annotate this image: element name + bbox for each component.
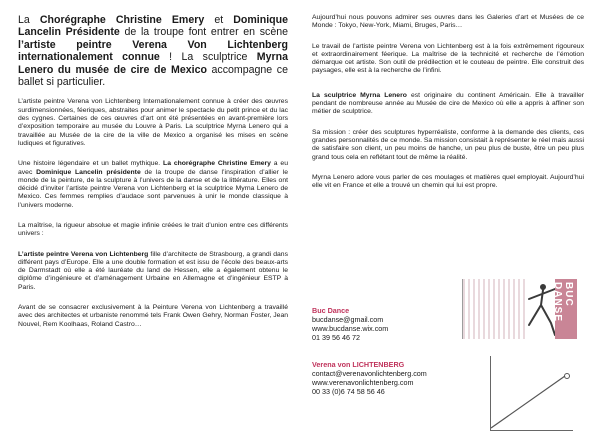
paragraph-artist-work: Le travail de l’artiste peintre Verena von Lichtenberg est à la fois extrêmement rigoureux et extraordinairement féerique. La maîtrise de la technicité et recherche de l’émotion démarque cet artiste. Son outil de prédilection et le couteau de peintre. Elle construit des paysages, elle est à la recherche de l’infini. bbox=[312, 42, 584, 75]
paragraph-artist-summary: L’artiste peintre Verena von Lichtenberg Internationalement connue à créer des œuvres surdimensionnées, féeriques, abstraites pour animer le spectacle du petit prince et du lac des cygnes. Certaines de ces œuvres d’art ont été présentées en avant-première lors d’exposition temporaire au musée du Louvre à Paris. La sculptrice Myrna Lenero qui a travaillée au Musée de la cire de la ville de Mexico a organisé les mises en scène ludiques et figuratives. bbox=[18, 98, 288, 147]
paragraph-mastery: La maîtrise, la rigueur absolue et magie infinie créées le trait d’union entre ces différents univers : bbox=[18, 222, 288, 238]
verena-logo bbox=[490, 356, 573, 431]
paragraph-legend: Une histoire légendaire et un ballet mythique. La chorégraphe Christine Emery a eu avec Dominique Lancelin présidente de la troupe de danse l’inspiration d’allier le monde de la peinture, de la sculpture à l’univers de la danse et de la littérature. Elles ont décidé d’inviter l’artiste peintre Verena von Lichtenberg et la sculptrice Myrna Lenero de Mexico. Ces femmes remplies d’audace sont parvenues à unir le monde classique à l’univers moderne. bbox=[18, 160, 289, 209]
contact-buc-dance bbox=[312, 306, 388, 342]
contact-verena bbox=[312, 360, 427, 396]
contact-title: Buc Dance bbox=[312, 306, 350, 315]
paragraph-sculptor: La sculptrice Myrna Lenero est originaire du continent Américain. Elle à travailler pendant de nombreuse année au Musée de cire de Mexico où elle a appris à affiner son métier de sculptrice. bbox=[312, 91, 585, 116]
buc-danse-logo bbox=[462, 279, 577, 339]
contact-phone: 00 33 (0)6 74 58 56 46 bbox=[312, 387, 385, 396]
contact-title: Verena von LICHTENBERG bbox=[312, 360, 405, 369]
paragraph-mission: Sa mission : créer des sculptures hyperréaliste, conforme à la demande des clients, ces grandes personnalités de ce monde. Sa mission consistait à représenter le réel mais aussi de satisfaire son client, un peu moins de hanche, un peu plus de buste, être un peu plus grand tous cela en reflétant tout de même la réalité. bbox=[312, 128, 585, 161]
contact-website[interactable]: www.bucdanse.wix.com bbox=[312, 324, 389, 333]
paragraph-architects: Avant de se consacrer exclusivement à la Peinture Verena von Lichtenberg a travaillé avec des architectes et urbaniste renommé tels Frank Owen Gehry, Norman Foster, Jean Nouvel, Rem Koolhaas, Roland Castro… bbox=[18, 304, 288, 328]
contact-email[interactable]: bucdanse@gmail.com bbox=[312, 315, 384, 324]
logo-stripes bbox=[463, 279, 525, 339]
paragraph-sculptor-today: Myrna Lenero adore vous parler de ces moulages et matières quel employait. Aujourd’hui elle vit en France et elle a trouvé un chemin qui lui est propre. bbox=[312, 173, 584, 190]
right-column bbox=[312, 14, 584, 198]
triangle-icon bbox=[491, 356, 573, 430]
paragraph-galleries: Aujourd’hui nous pouvons admirer ses ouvres dans les Galeries d’art et Musées de ce Monde : Tokyo, New-York, Miami, Bruges, Paris… bbox=[312, 14, 584, 30]
contact-website[interactable]: www.verenavonlichtenberg.com bbox=[312, 378, 414, 387]
intro-paragraph: La Chorégraphe Christine Emery et Dominique Lancelin Présidente de la troupe font entrer en scène l’artiste peintre Verena Von Lichtenberg internationalement connue ! La sculptrice Myrna Lenero du musée de cire de Mexico accompagne ce ballet si particulier. bbox=[18, 14, 288, 89]
paragraph-artist-bio: L’artiste peintre Verena von Lichtenberg fille d’architecte de Strasbourg, a grandi dans différent pays d’Europe. Elle a une double formation et est issu de l’école des beaux-arts de Darmstadt où elle a été lauréate du land de Hessen, elle a également obtenu le diplôme d’ingénieure et d’aménagement Urbaine en Allemagne et d’ingénieur ESTP à Paris. bbox=[18, 250, 288, 291]
contact-email[interactable]: contact@verenavonlichtenberg.com bbox=[312, 369, 427, 378]
logo-text: BUC DANSE bbox=[552, 282, 574, 323]
left-column bbox=[18, 14, 288, 337]
contact-phone: 01 39 56 46 72 bbox=[312, 333, 360, 342]
